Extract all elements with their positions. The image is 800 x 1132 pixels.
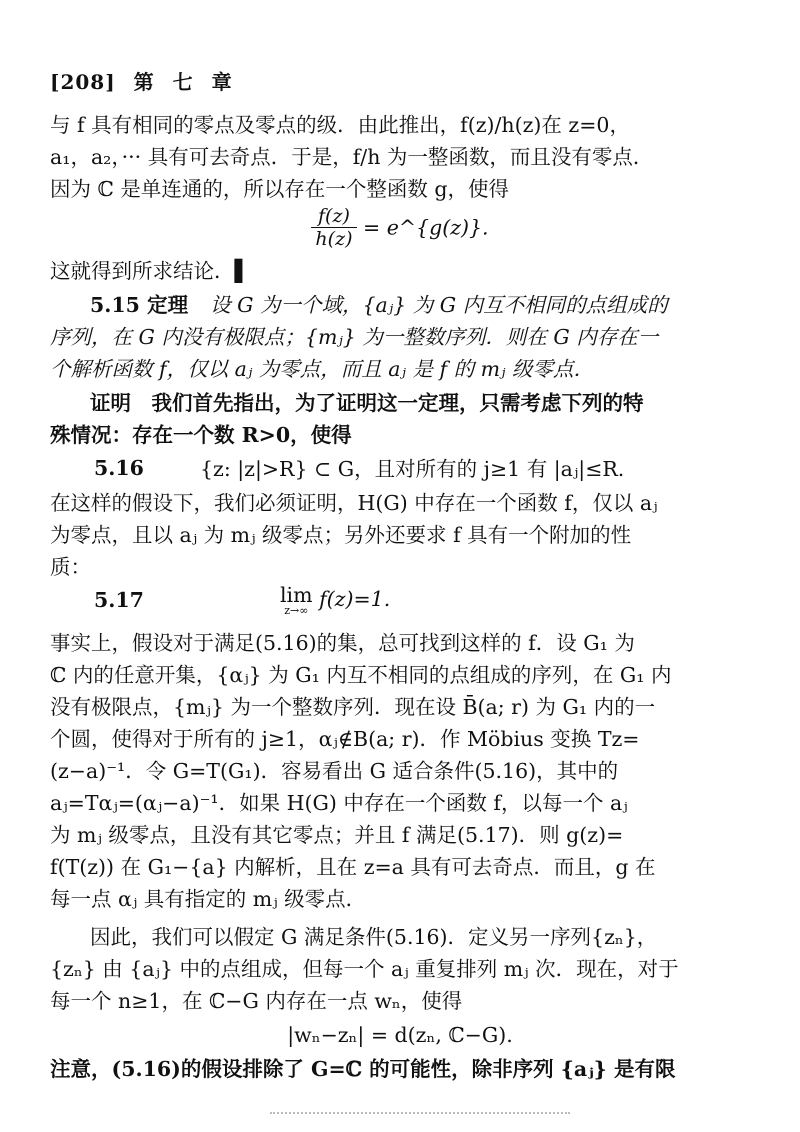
text-line: (z−a)⁻¹．令 G=T(G₁)．容易看出 G 适合条件(5.16)，其中的 bbox=[50, 759, 619, 783]
text-line: aⱼ=Tαⱼ=(αⱼ−a)⁻¹．如果 H(G) 中存在一个函数 f，以每一个 aⱼ bbox=[50, 791, 628, 815]
equation-rhs: = e^{g(z)}. bbox=[363, 215, 489, 240]
text-line: 个圆，使得对于所有的 j≥1，αⱼ∉B(a; r)．作 Möbius 变换 Tz= bbox=[50, 727, 640, 751]
proof-line: 殊情况：存在一个数 R>0，使得 bbox=[50, 423, 352, 447]
theorem-number: 5.15 定理 bbox=[90, 293, 189, 317]
text-line: 每一个 n≥1，在 ℂ−G 内存在一点 wₙ，使得 bbox=[50, 989, 463, 1013]
text-line: a₁，a₂，··· 具有可去奇点．于是，f/h 为一整函数，而且没有零点． bbox=[50, 145, 654, 169]
text-line: 在这样的假设下，我们必须证明，H(G) 中存在一个函数 f，仅以 aⱼ bbox=[50, 491, 658, 515]
proof-line: 证明 我们首先指出，为了证明这一定理，只需考虑下列的特 bbox=[90, 391, 644, 415]
text-line: {zₙ} 由 {aⱼ} 中的点组成，但每一个 aⱼ 重复排列 mⱼ 次．现在，对于 bbox=[50, 957, 679, 981]
fraction bbox=[311, 205, 356, 250]
text-line: ℂ 内的任意开集，{αⱼ} 为 G₁ 内互不相同的点组成的序列，在 G₁ 内 bbox=[50, 663, 672, 687]
text-line: 没有极限点，{mⱼ} 为一个整数序列．现在设 B̄(a; r) 为 G₁ 内的一 bbox=[50, 695, 656, 719]
text-line: 因此，我们可以假定 G 满足条件(5.16)．定义另一序列{zₙ}， bbox=[90, 925, 658, 949]
text-line: f(T(z)) 在 G₁−{a} 内解析，且在 z=a 具有可去奇点．而且，g 在 bbox=[50, 855, 656, 879]
equation-number-516: 5.16 bbox=[94, 456, 144, 480]
theorem-text: 设 G 为一个域，{aⱼ} 为 G 内互不相同的点组成的 bbox=[210, 293, 668, 317]
numerator: f(z) bbox=[311, 205, 356, 228]
text-line: 质： bbox=[50, 555, 91, 579]
theorem-text: 序列，在 G 内没有极限点；{mⱼ} 为一整数序列．则在 G 内存在一 bbox=[50, 325, 659, 349]
text-line: 注意，(5.16)的假设排除了 G=ℂ 的可能性，除非序列 {aⱼ} 是有限 bbox=[50, 1057, 676, 1081]
page-number: [208] bbox=[50, 70, 116, 94]
text-line: 与 f 具有相同的零点及零点的级．由此推出，f(z)/h(z)在 z=0， bbox=[50, 113, 630, 137]
text-line: 为零点，且以 aⱼ 为 mⱼ 级零点；另外还要求 f 具有一个附加的性 bbox=[50, 523, 632, 547]
equation-516: {z: |z|>R} ⊂ G，且对所有的 j≥1 有 |aⱼ|≤R. bbox=[200, 457, 625, 481]
chapter-title: 第 七 章 bbox=[133, 70, 238, 94]
equation-517 bbox=[280, 584, 680, 616]
page-header bbox=[50, 66, 238, 95]
limit-operator: lim z→∞ bbox=[280, 583, 313, 617]
text-line: 每一点 αⱼ 具有指定的 mⱼ 级零点． bbox=[50, 887, 367, 911]
equation-distance: |wₙ−zₙ| = d(zₙ, ℂ−G). bbox=[287, 1023, 513, 1047]
text-line: 为 mⱼ 级零点，且没有其它零点；并且 f 满足(5.17)．则 g(z)= bbox=[50, 823, 624, 847]
theorem-515-line bbox=[90, 290, 750, 320]
text-line: 这就得到所求结论．▌ bbox=[50, 259, 251, 283]
text-line: 事实上，假设对于满足(5.16)的集，总可找到这样的 f．设 G₁ 为 bbox=[50, 631, 635, 655]
limit-expression: f(z)=1. bbox=[319, 587, 391, 611]
text-line: 因为 ℂ 是单连通的，所以存在一个整函数 g，使得 bbox=[50, 177, 509, 201]
denominator: h(z) bbox=[315, 228, 353, 250]
theorem-text: 个解析函数 f，仅以 aⱼ 为零点，而且 aⱼ 是 f 的 mⱼ 级零点． bbox=[50, 357, 594, 381]
equation-fg-eg bbox=[50, 205, 750, 255]
equation-number-517: 5.17 bbox=[94, 588, 144, 612]
scan-artifact bbox=[270, 1108, 570, 1114]
